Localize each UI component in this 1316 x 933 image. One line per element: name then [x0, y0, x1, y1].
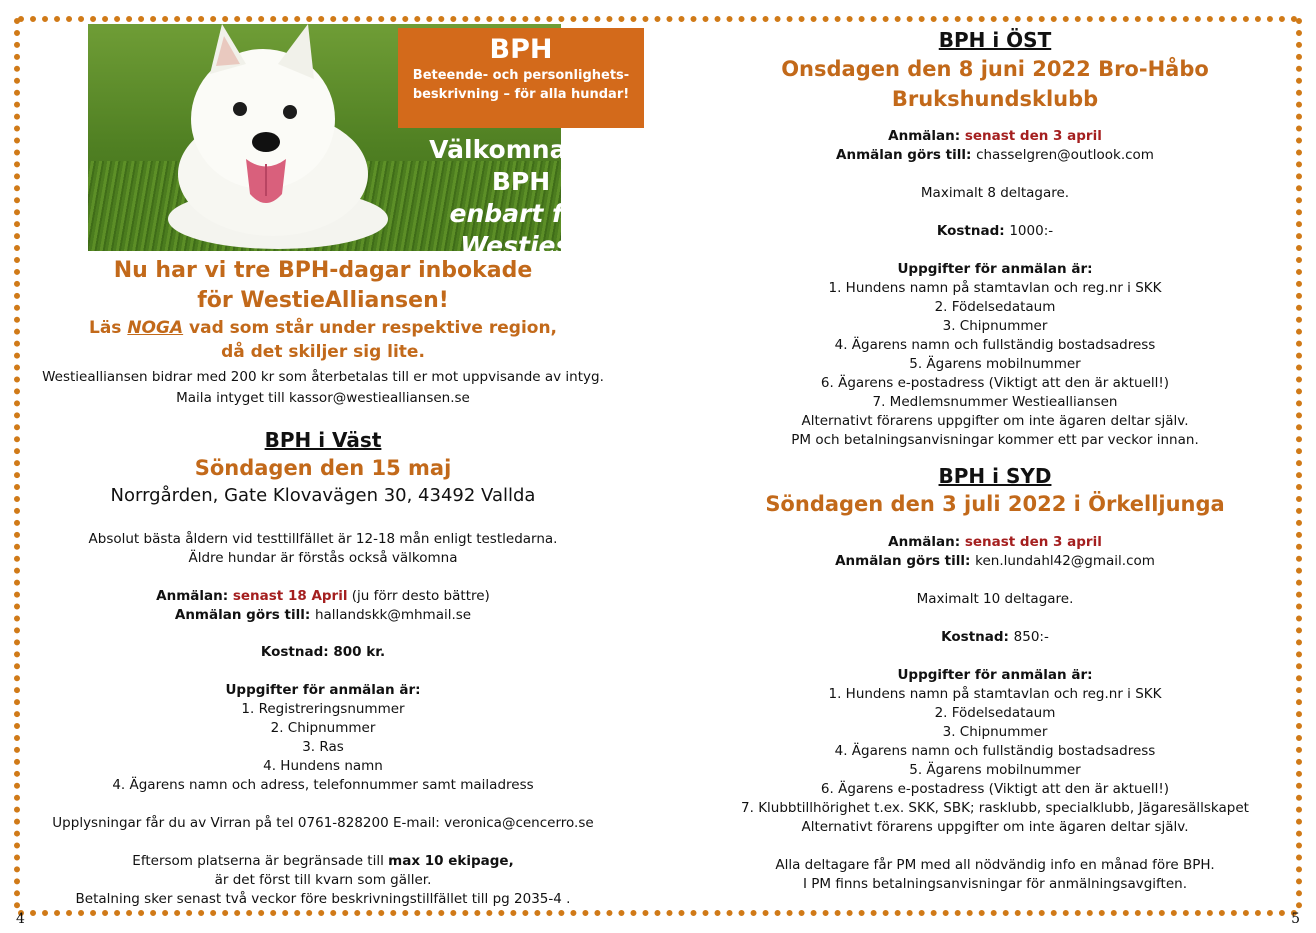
ost-info-list [690, 260, 1300, 450]
list-item: 6. Ägarens e-postadress (Viktigt att den är aktuell!) [820, 781, 1170, 797]
vast-registration: Anmälan: senast 18 April (ju förr desto bättre) [156, 588, 490, 604]
section-ost [690, 26, 1300, 450]
syd-cost: Kostnad: 850:- [941, 629, 1049, 645]
list-item: 3. Chipnummer [942, 724, 1048, 740]
syd-registration-to: Anmälan görs till: ken.lundahl42@gmail.com [835, 553, 1155, 569]
ost-max: Maximalt 8 deltagare. [920, 185, 1070, 201]
vast-heading: BPH i Väst [264, 428, 382, 452]
syd-max: Maximalt 10 deltagare. [916, 591, 1074, 607]
list-item: 5. Ägarens mobilnummer [909, 356, 1081, 372]
syd-heading: BPH i SYD [938, 464, 1052, 488]
intro-read-carefully: Läs NOGA vad som står under respektive region, [88, 318, 558, 338]
banner-welcome [398, 134, 644, 262]
vast-age-1: Absolut bästa åldern vid testtillfället är 12-18 mån enligt testledarna. [88, 531, 558, 547]
list-item: 2. Chipnummer [270, 720, 376, 736]
vast-limited-2: är det först till kvarn som gäller. [214, 872, 432, 888]
list-item: 1. Hundens namn på stamtavlan och reg.nr i SKK [828, 686, 1162, 702]
ost-date: Onsdagen den 8 juni 2022 Bro-Håbo Brukshundsklubb [781, 57, 1209, 111]
list-item: 3. Ras [302, 739, 344, 755]
bph-banner-image [88, 24, 630, 260]
ost-registration: Anmälan: senast den 3 april [888, 128, 1102, 144]
vast-cost: Kostnad: 800 kr. [260, 644, 386, 660]
intro-headline-1: Nu har vi tre BPH-dagar inbokade [113, 258, 533, 283]
bph-title-box [398, 28, 644, 128]
syd-pm-1: Alla deltagare får PM med all nödvändig info en månad före BPH. [775, 857, 1215, 873]
vast-contact: Upplysningar får du av Virran på tel 0761-828200 E-mail: veronica@cencerro.se [52, 815, 594, 831]
dotted-border-left [14, 18, 20, 909]
ost-info-label: Uppgifter för anmälan är: [897, 261, 1093, 277]
vast-date: Söndagen den 15 maj [194, 456, 452, 480]
vast-place: Norrgården, Gate Klovavägen 30, 43492 Vallda [110, 485, 536, 506]
ost-deadline: senast den 3 april [964, 128, 1102, 144]
list-item: 7. Klubbtillhörighet t.ex. SKK, SBK; rasklubb, specialklubb, Jägaresällskapet [741, 800, 1249, 816]
vast-deadline: senast 18 April [232, 588, 348, 604]
banner-subtitle-2: beskrivning – för alla hundar! [412, 87, 630, 102]
intro-headline-2: för WestieAlliansen! [197, 288, 449, 313]
ost-pm: PM och betalningsanvisningar kommer ett par veckor innan. [791, 432, 1199, 448]
intro-read-carefully-2: då det skiljer sig lite. [221, 342, 425, 362]
list-item: 2. Födelsedataum [934, 299, 1056, 315]
page-number-left: 4 [16, 911, 25, 927]
syd-alternative: Alternativt förarens uppgifter om inte ägaren deltar själv. [801, 819, 1189, 835]
section-syd [690, 462, 1300, 894]
ost-heading: BPH i ÖST [938, 28, 1052, 52]
list-item: 5. Ägarens mobilnummer [909, 762, 1081, 778]
ost-alternative: Alternativt förarens uppgifter om inte ägaren deltar själv. [801, 413, 1189, 429]
list-item: 6. Ägarens e-postadress (Viktigt att den är aktuell!) [820, 375, 1170, 391]
dotted-border-bottom [18, 910, 1298, 916]
intro-refund: Westiealliansen bidrar med 200 kr som återbetalas till er mot uppvisande av intyg. [42, 369, 604, 385]
syd-date: Söndagen den 3 juli 2022 i Örkelljunga [765, 492, 1225, 516]
dotted-border-top [18, 16, 1298, 22]
list-item: 4. Ägarens namn och adress, telefonnummer samt mailadress [112, 777, 534, 793]
list-item: 1. Hundens namn på stamtavlan och reg.nr i SKK [828, 280, 1162, 296]
vast-email: hallandskk@mhmail.se [314, 607, 472, 623]
vast-age-2: Äldre hundar är förstås också välkomna [188, 550, 458, 566]
noga-emphasis: NOGA [127, 318, 184, 338]
ost-cost: Kostnad: 1000:- [936, 223, 1054, 239]
ost-registration-to: Anmälan görs till: chasselgren@outlook.com [836, 147, 1154, 163]
syd-deadline: senast den 3 april [964, 534, 1102, 550]
list-item: 4. Hundens namn [263, 758, 383, 774]
list-item: 3. Chipnummer [942, 318, 1048, 334]
intro-mail: Maila intyget till kassor@westiealliansen.se [176, 390, 470, 406]
list-item: 2. Födelsedataum [934, 705, 1056, 721]
vast-limited: Eftersom platserna är begränsade till max 10 ekipage, [132, 853, 514, 869]
vast-info-list [28, 681, 618, 795]
banner-subtitle-1: Beteende- och personlighets- [412, 68, 630, 83]
welcome-line-1: Välkomna till [429, 135, 613, 164]
list-item: 4. Ägarens namn och fullständig bostadsadress [834, 743, 1156, 759]
list-item: 1. Registreringsnummer [241, 701, 405, 717]
list-item: 4. Ägarens namn och fullständig bostadsadress [834, 337, 1156, 353]
syd-info-label: Uppgifter för anmälan är: [897, 667, 1093, 683]
page-number-right: 5 [1291, 911, 1300, 927]
section-vast [28, 426, 618, 909]
vast-registration-to: Anmälan görs till: hallandskk@mhmail.se [174, 607, 472, 623]
syd-info-list [690, 666, 1300, 837]
vast-info-label: Uppgifter för anmälan är: [225, 682, 421, 698]
syd-pm-2: I PM finns betalningsanvisningar för anmälningsavgiften. [803, 876, 1187, 892]
syd-registration: Anmälan: senast den 3 april [888, 534, 1102, 550]
banner-title: BPH [489, 34, 553, 65]
ost-email: chasselgren@outlook.com [976, 147, 1154, 163]
list-item: 7. Medlemsnummer Westiealliansen [872, 394, 1118, 410]
syd-email: ken.lundahl42@gmail.com [975, 553, 1155, 569]
welcome-line-3: enbart för [449, 199, 593, 228]
intro-section [28, 256, 618, 409]
welcome-line-4: Westies! [460, 231, 582, 260]
westie-dog-illustration [158, 24, 388, 251]
vast-payment: Betalning sker senast två veckor före beskrivningstillfället till pg 2035-4 . [75, 891, 571, 907]
welcome-line-2: BPH [491, 167, 551, 196]
